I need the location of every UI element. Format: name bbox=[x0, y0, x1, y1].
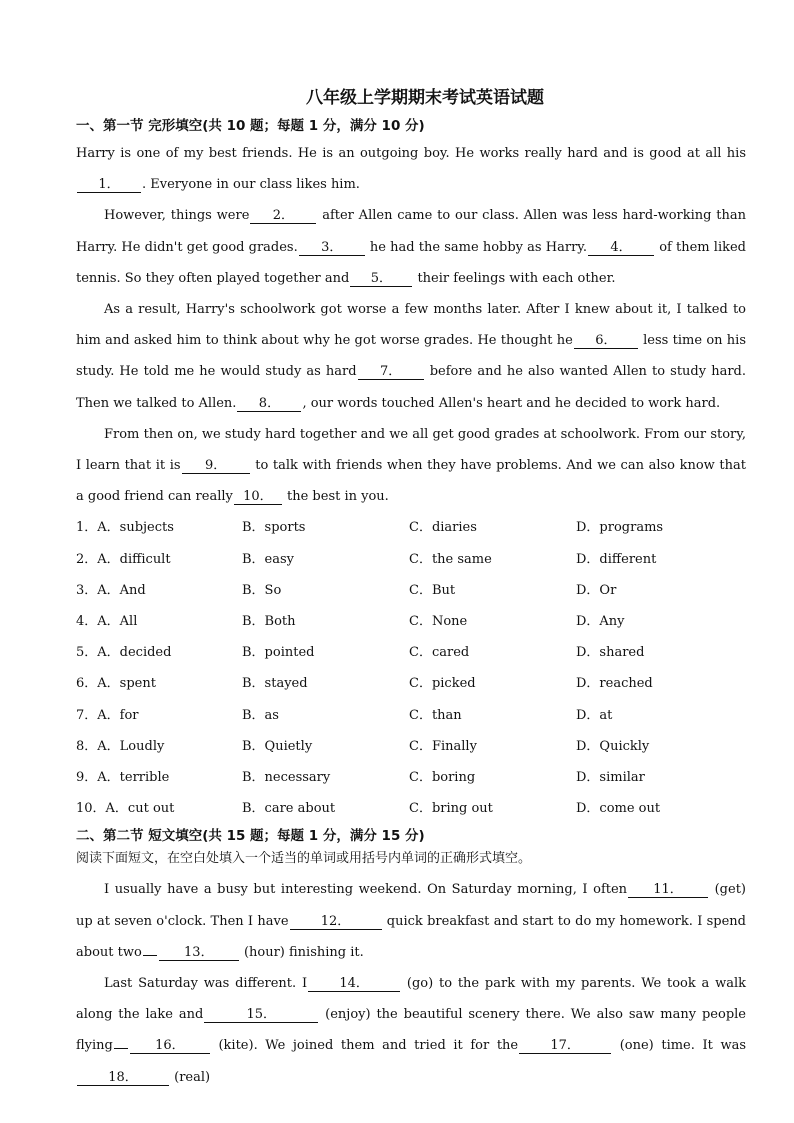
question-options-row bbox=[76, 731, 746, 762]
answer-option[interactable]: C．bring out bbox=[409, 801, 493, 817]
passage-text: after Allen came to our class. Allen was less hard-working than Harry. He didn't get good grades. bbox=[76, 208, 746, 255]
question-options-row bbox=[76, 512, 746, 543]
passage-paragraph bbox=[76, 200, 746, 294]
answer-option[interactable]: 8．A．Loudly bbox=[76, 738, 165, 754]
answer-option[interactable]: D．programs bbox=[576, 520, 664, 536]
answer-option[interactable]: C．diaries bbox=[409, 520, 477, 536]
answer-option[interactable]: D．shared bbox=[576, 645, 645, 661]
answer-option[interactable]: 4．A．All bbox=[76, 614, 138, 629]
page-title: 八年级上学期期末考试英语试题 bbox=[306, 88, 544, 108]
passage-text: (go) to the park with my parents. We took a walk along the lake and bbox=[76, 975, 747, 1023]
answer-blank[interactable]: 2． bbox=[250, 208, 316, 224]
question-options-row bbox=[76, 575, 746, 606]
answer-blank[interactable]: 6． bbox=[574, 333, 638, 349]
answer-option[interactable]: B．Both bbox=[242, 614, 296, 629]
passage-text: the best in you. bbox=[282, 489, 389, 505]
passage-paragraph bbox=[76, 294, 746, 419]
passage-paragraph bbox=[76, 968, 746, 1093]
answer-blank[interactable]: 17． bbox=[519, 1038, 611, 1054]
answer-option[interactable]: C．the same bbox=[409, 551, 492, 567]
passage-text: of them liked tennis. So they often played together and bbox=[76, 239, 746, 286]
answer-option[interactable]: B．So bbox=[242, 582, 282, 598]
passage-text: , our words touched Allen's heart and he decided to work hard. bbox=[302, 395, 721, 411]
passage-text: before and he also wanted Allen to study hard. Then we talked to Allen. bbox=[76, 364, 746, 411]
answer-blank[interactable]: 10． bbox=[234, 489, 282, 505]
answer-option[interactable]: D．Quickly bbox=[576, 738, 650, 754]
passage-text: quick breakfast and start to do my homework. I spend about two bbox=[76, 913, 746, 960]
answer-option[interactable]: 1．A．subjects bbox=[76, 520, 174, 536]
answer-option[interactable]: 7．A．for bbox=[76, 707, 139, 723]
answer-option[interactable]: 10．A．cut out bbox=[76, 801, 175, 817]
question-options-row bbox=[76, 606, 746, 637]
answer-blank[interactable]: 16． bbox=[130, 1038, 210, 1054]
answer-blank[interactable] bbox=[143, 955, 157, 956]
passage-text: (kite). We joined them and tried it for the bbox=[210, 1038, 519, 1054]
answer-option[interactable]: C．cared bbox=[409, 645, 470, 661]
answer-option[interactable]: C．Finally bbox=[409, 738, 477, 754]
question-options-row bbox=[76, 637, 746, 668]
passage-text: (get) up at seven o'clock. Then I have bbox=[76, 882, 746, 929]
answer-option[interactable]: D．different bbox=[576, 551, 657, 567]
answer-blank[interactable]: 13． bbox=[159, 945, 239, 961]
answer-blank[interactable]: 3． bbox=[299, 240, 365, 256]
answer-option[interactable]: 6．A．spent bbox=[76, 676, 156, 692]
answer-blank[interactable]: 18． bbox=[77, 1070, 169, 1086]
passage-text: From then on, we study hard together and we all get good grades at schoolwork. From our story, I learn that it is bbox=[76, 426, 746, 474]
answer-blank[interactable]: 4． bbox=[588, 240, 654, 256]
answer-option[interactable]: 2．A．difficult bbox=[76, 551, 171, 567]
answer-blank[interactable]: 7． bbox=[358, 364, 424, 380]
passage-text: to talk with friends when they have problems. And we can also know that a good friend can really bbox=[76, 458, 746, 505]
answer-option[interactable]: 3．A．And bbox=[76, 582, 146, 598]
passage-text: . Everyone in our class likes him. bbox=[142, 177, 360, 193]
passage-paragraph bbox=[76, 419, 746, 513]
passage-text: (one) time. It was bbox=[612, 1038, 746, 1054]
answer-option[interactable]: B．necessary bbox=[242, 769, 331, 785]
answer-option[interactable]: D．reached bbox=[576, 676, 653, 692]
passage-text: (real) bbox=[170, 1069, 211, 1085]
passage-text: (hour) finishing it. bbox=[239, 944, 364, 960]
answer-option[interactable]: B．easy bbox=[242, 551, 295, 567]
answer-option[interactable]: C．than bbox=[409, 707, 462, 723]
answer-option[interactable]: C．picked bbox=[409, 676, 476, 692]
answer-option[interactable]: B．stayed bbox=[242, 676, 308, 692]
passage-text: their feelings with each other. bbox=[413, 270, 616, 286]
answer-blank[interactable]: 15． bbox=[204, 1007, 318, 1023]
answer-option[interactable]: B．Quietly bbox=[242, 738, 313, 754]
answer-blank[interactable]: 11． bbox=[628, 882, 708, 898]
answer-blank[interactable]: 9． bbox=[182, 458, 250, 474]
section2-passage bbox=[76, 874, 746, 1092]
passage-text: (enjoy) the beautiful scenery there. We also saw many people flying bbox=[76, 1007, 746, 1054]
question-options-row bbox=[76, 544, 746, 575]
passage-text: I usually have a busy but interesting weekend. On Saturday morning, I often bbox=[104, 882, 628, 898]
answer-option[interactable]: B．care about bbox=[242, 801, 336, 817]
passage-text: Last Saturday was different. I bbox=[104, 975, 308, 991]
answer-option[interactable]: B．sports bbox=[242, 520, 306, 536]
answer-option[interactable]: C．None bbox=[409, 614, 468, 629]
passage-text: As a result, Harry's schoolwork got worse a few months later. After I knew about it, I talked to him and asked him to think about why he got worse grades. He thought he bbox=[76, 302, 746, 349]
answer-option[interactable]: 9．A．terrible bbox=[76, 769, 170, 785]
answer-option[interactable]: C．But bbox=[409, 582, 456, 598]
answer-option[interactable]: D．Any bbox=[576, 614, 625, 629]
answer-blank[interactable]: 1． bbox=[77, 177, 141, 193]
answer-blank[interactable]: 12． bbox=[290, 914, 382, 930]
section2-heading: 二、第二节 短文填空(共 15 题；每题 1 分，满分 15 分) bbox=[76, 828, 425, 845]
answer-option[interactable]: D．Or bbox=[576, 582, 617, 598]
answer-blank[interactable]: 14． bbox=[308, 976, 400, 992]
passage-text: less time on his study. He told me he would study as hard bbox=[76, 333, 747, 380]
passage-paragraph bbox=[76, 874, 746, 968]
answer-option[interactable]: D．come out bbox=[576, 801, 661, 817]
answer-option[interactable]: D．similar bbox=[576, 769, 645, 785]
passage-paragraph bbox=[76, 138, 746, 200]
answer-blank[interactable]: 5． bbox=[350, 271, 412, 287]
question-options-row bbox=[76, 668, 746, 699]
question-options-row bbox=[76, 762, 746, 793]
question-options-row bbox=[76, 793, 746, 824]
answer-option[interactable]: 5．A．decided bbox=[76, 645, 172, 661]
section2-instructions: 阅读下面短文，在空白处填入一个适当的单词或用括号内单词的正确形式填空。 bbox=[76, 851, 532, 867]
answer-blank[interactable] bbox=[114, 1048, 128, 1049]
section1-options bbox=[76, 512, 746, 824]
section1-heading: 一、第一节 完形填空(共 10 题；每题 1 分，满分 10 分) bbox=[76, 118, 425, 134]
answer-option[interactable]: B．as bbox=[242, 707, 279, 723]
answer-option[interactable]: C．boring bbox=[409, 769, 476, 785]
answer-blank[interactable]: 8． bbox=[237, 396, 301, 412]
passage-text: However, things were bbox=[104, 208, 250, 224]
answer-option[interactable]: B．pointed bbox=[242, 645, 315, 661]
passage-text: he had the same hobby as Harry. bbox=[365, 239, 588, 255]
answer-option[interactable]: D．at bbox=[576, 707, 613, 723]
section1-passage bbox=[76, 138, 746, 512]
question-options-row bbox=[76, 700, 746, 731]
passage-text: Harry is one of my best friends. He is an outgoing boy. He works really hard and is good at all his bbox=[76, 146, 746, 161]
